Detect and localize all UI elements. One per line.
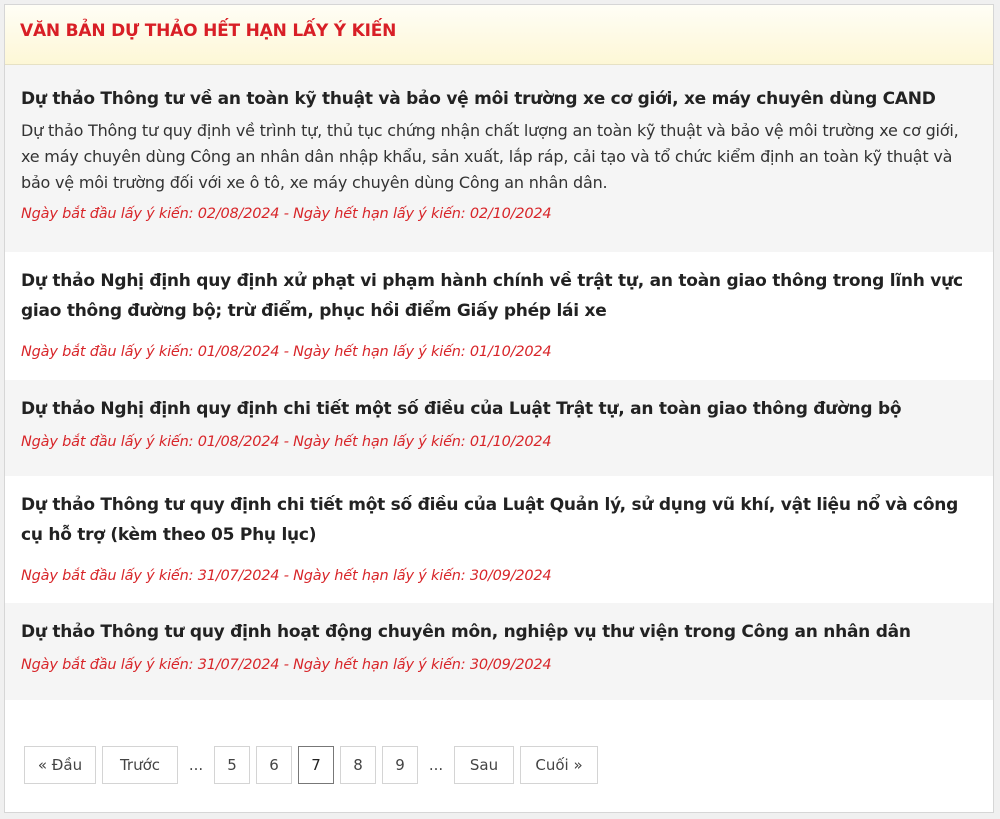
list-item [5,603,993,700]
page-prev-button[interactable]: Trước [102,746,178,784]
page-8-button[interactable]: 8 [340,746,376,784]
list-item [5,65,993,252]
page-last-button[interactable]: Cuối » [520,746,598,784]
list-item [5,252,993,380]
page-9-button[interactable]: 9 [382,746,418,784]
panel-title: VĂN BẢN DỰ THẢO HẾT HẠN LẤY Ý KIẾN [20,21,397,41]
draft-title-link[interactable]: Dự thảo Thông tư quy định hoạt động chuyên môn, nghiệp vụ thư viện trong Công an nhân dân [21,622,911,642]
draft-title-link[interactable]: Dự thảo Thông tư về an toàn kỹ thuật và bảo vệ môi trường xe cơ giới, xe máy chuyên dùng CAND [21,89,936,109]
page-next-button[interactable]: Sau [454,746,514,784]
draft-dates: Ngày bắt đầu lấy ý kiến: 01/08/2024 - Ngày hết hạn lấy ý kiến: 01/10/2024 [21,434,552,450]
draft-description: Dự thảo Thông tư quy định về trình tự, thủ tục chứng nhận chất lượng an toàn kỹ thuật và bảo vệ môi trường xe cơ giới, xe máy chuyên dùng Công an nhân dân nhập khẩu, sản xuất, lắp ráp, cải tạo và tổ chức kiểm định an toàn kỹ thuật và bảo vệ môi trường đối với xe ô tô, xe máy chuyên dùng Công an nhân dân. [21,121,959,192]
draft-list [5,65,993,700]
page-6-button[interactable]: 6 [256,746,292,784]
draft-dates: Ngày bắt đầu lấy ý kiến: 31/07/2024 - Ngày hết hạn lấy ý kiến: 30/09/2024 [21,568,552,584]
pagination [24,744,604,786]
draft-title-link[interactable]: Dự thảo Nghị định quy định chi tiết một số điều của Luật Trật tự, an toàn giao thông đường bộ [21,399,902,419]
list-item [5,380,993,476]
page-7-button-current[interactable]: 7 [298,746,334,784]
page-first-button[interactable]: « Đầu [24,746,96,784]
draft-title-link[interactable]: Dự thảo Thông tư quy định chi tiết một số điều của Luật Quản lý, sử dụng vũ khí, vật liệu nổ và công cụ hỗ trợ (kèm theo 05 Phụ lục) [21,495,959,545]
panel-header [5,5,993,65]
pagination-ellipsis: ... [188,756,204,774]
expired-drafts-panel [4,4,994,813]
draft-title-link[interactable]: Dự thảo Nghị định quy định xử phạt vi phạm hành chính về trật tự, an toàn giao thông trong lĩnh vực giao thông đường bộ; trừ điểm, phục hồi điểm Giấy phép lái xe [21,271,963,321]
list-item [5,476,993,603]
draft-dates: Ngày bắt đầu lấy ý kiến: 01/08/2024 - Ngày hết hạn lấy ý kiến: 01/10/2024 [21,344,552,360]
draft-dates: Ngày bắt đầu lấy ý kiến: 02/08/2024 - Ngày hết hạn lấy ý kiến: 02/10/2024 [21,206,552,222]
pagination-ellipsis: ... [428,756,444,774]
page-5-button[interactable]: 5 [214,746,250,784]
draft-dates: Ngày bắt đầu lấy ý kiến: 31/07/2024 - Ngày hết hạn lấy ý kiến: 30/09/2024 [21,657,552,673]
